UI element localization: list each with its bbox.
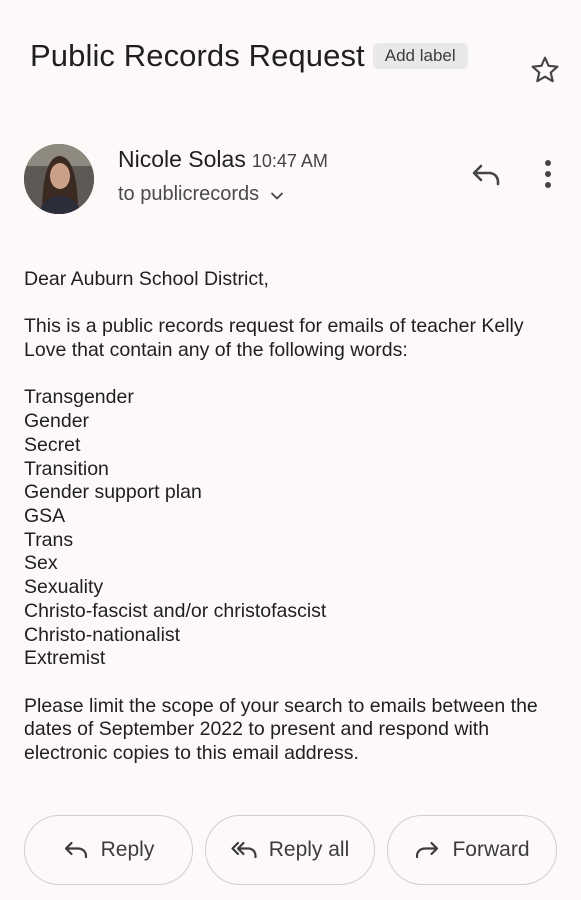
keyword-list (24, 386, 560, 670)
sender-name: Nicole Solas (118, 146, 246, 172)
reply-button[interactable] (24, 815, 193, 885)
chevron-down-icon (269, 188, 285, 204)
sender-info (118, 146, 328, 173)
keyword-item: Gender support plan (24, 481, 202, 504)
recipient-details-toggle[interactable] (118, 183, 285, 206)
keyword-item: Transition (24, 457, 109, 480)
keyword-item: Christo-fascist and/or christofascist (24, 599, 327, 622)
forward-button-label: Forward (452, 838, 530, 861)
keyword-item: Secret (24, 433, 81, 456)
keyword-item: GSA (24, 505, 66, 527)
forward-button[interactable] (387, 815, 557, 885)
add-label-button[interactable]: Add label (373, 43, 468, 69)
reply-all-button[interactable] (205, 815, 375, 885)
email-closing: Please limit the scope of your search to emails between the dates of September 2022 to present and respond with electronic copies to this email address. (24, 694, 538, 765)
reply-all-icon (231, 839, 257, 861)
keyword-item: Gender (24, 410, 90, 433)
email-subject: Public Records Request (30, 38, 365, 73)
keyword-item: Sexuality (24, 576, 104, 599)
keyword-item: Christo-nationalist (24, 623, 181, 646)
forward-icon (414, 839, 440, 861)
email-greeting: Dear Auburn School District, (24, 268, 269, 290)
avatar-photo (24, 144, 94, 214)
star-icon[interactable] (528, 54, 562, 86)
keyword-item: Extremist (24, 647, 106, 670)
subject-row (30, 38, 468, 74)
sent-time: 10:47 AM (251, 151, 328, 171)
keyword-item: Transgender (24, 386, 134, 409)
keyword-item: Trans (24, 528, 74, 551)
recipient-text: to publicrecords (118, 183, 260, 205)
reply-icon[interactable] (470, 160, 502, 188)
email-intro: This is a public records request for emails of teacher Kelly Love that contain any of the following words: (24, 315, 524, 362)
more-vert-icon[interactable] (537, 157, 559, 191)
reply-all-button-label: Reply all (268, 838, 350, 861)
sender-avatar[interactable] (24, 144, 94, 214)
keyword-item: Sex (24, 552, 58, 575)
reply-icon (63, 839, 89, 861)
reply-button-label: Reply (100, 838, 155, 861)
email-body (24, 268, 560, 766)
